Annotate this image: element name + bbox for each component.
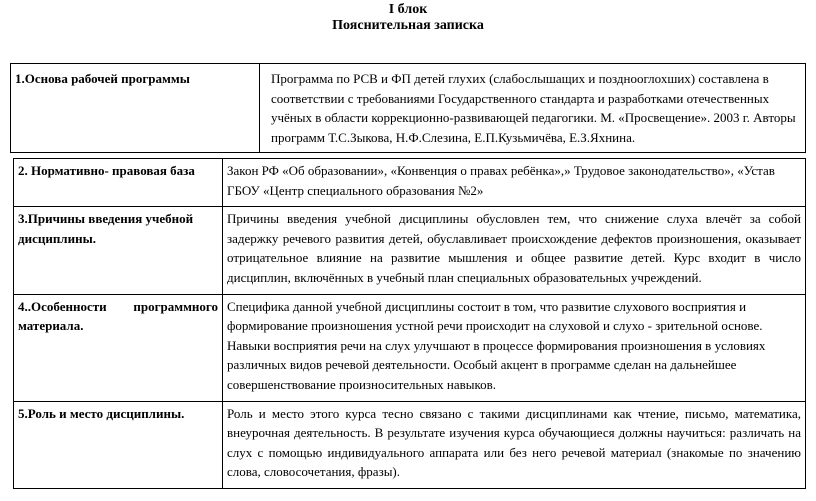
table-row (14, 294, 806, 401)
row-content: Специфика данной учебной дисциплины состоит в том, что развитие слухового восприятия и формирование произношения устной речи происходит на слуховой и слухо - зрительной основе. Навыки восприятия речи на слух улучшают в процессе формирования произношения в условиях различных видов речевой деятельности. Особый акцент в программе сделан на дальнейшее совершенствование произносительных навыков. (223, 294, 806, 401)
row-label: 5.Роль и место дисциплины. (14, 401, 223, 488)
row-content: Программа по РСВ и ФП детей глухих (слабослышащих и позднооглохших) составлена в соответствии с требованиями Государственного стандарта и разработками отечественных учёных в области коррекционно-развивающей педагогики. М. «Просвещение». 2003 г. Авторы программ Т.С.Зыкова, Н.Ф.Слезина, Е.П.Кузьмичёва, Е.З.Яхнина. (260, 64, 806, 153)
table-row (14, 401, 806, 488)
table-row (14, 159, 806, 207)
info-table (13, 158, 806, 489)
table-row (14, 207, 806, 294)
document-title: Пояснительная записка (332, 18, 484, 33)
row-label: 3.Причины введения учебной дисциплины. (14, 207, 223, 294)
row-label: 4..Особенности программного материала. (14, 294, 223, 401)
row-label: 2. Нормативно- правовая база (14, 159, 223, 207)
row-content: Закон РФ «Об образовании», «Конвенция о правах ребёнка»,» Трудовое законодательство», «Устав ГБОУ «Центр специального образования №2» (223, 159, 806, 207)
row-label: 1.Основа рабочей программы (11, 64, 260, 153)
table-row (11, 64, 806, 153)
basis-table (10, 63, 806, 153)
row-content: Причины введения учебной дисциплины обусловлен тем, что снижение слуха влечёт за собой задержку речевого развития детей, обуславливает происхождение дефектов произношения, оказывает отрицательное влияние на развитие мышления и общее развитие детей. Курс входит в число дисциплин, включённых в учебный план специальных образовательных учреждений. (223, 207, 806, 294)
block-heading: I блок (388, 2, 428, 17)
row-content: Роль и место этого курса тесно связано с такими дисциплинами как чтение, письмо, математика, внеурочная деятельность. В результате изучения курса обучающиеся должны научиться: различать на слух с помощью индивидуального аппарата или без него речевой материал (знакомые по значению слова, словосочетания, фразы). (223, 401, 806, 488)
